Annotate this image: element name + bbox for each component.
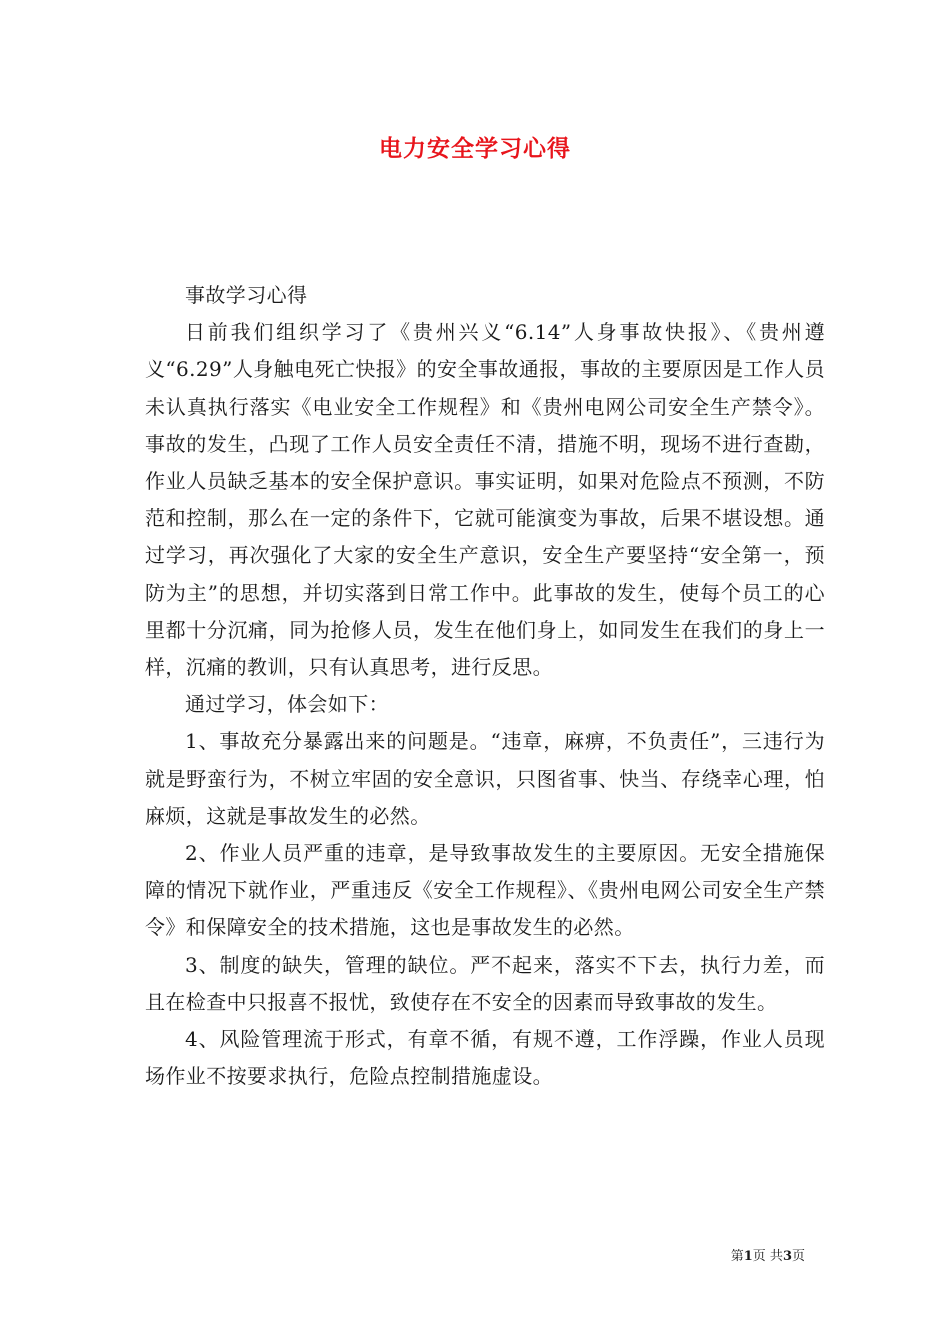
paragraph-subtitle: 事故学习心得 bbox=[185, 283, 308, 307]
paragraph-intro: 日前我们组织学习了《贵州兴义“6.14”人身事故快报》、《贵州遵义“6.29”人身触电死亡快报》的安全事故通报，事故的主要原因是工作人员未认真执行落实《电业安全工作规程》和《贵州电网公司安全生产禁令》。事故的发生，凸现了工作人员安全责任不清，措施不明，现场不进行查勘，作业人员缺乏基本的安全保护意识。事实证明，如果对危险点不预测，不防范和控制，那么在一定的条件下，它就可能演变为事故，后果不堪设想。通过学习，再次强化了大家的安全生产意识，安全生产要坚持“安全第一，预防为主”的思想，并切实落到日常工作中。此事故的发生，使每个员工的心里都十分沉痛，同为抢修人员，发生在他们身上，如同发生在我们的身上一样，沉痛的教训，只有认真思考，进行反思。 bbox=[145, 320, 825, 680]
page-number-middle: 页 共 bbox=[752, 1249, 783, 1264]
document-title: 电力安全学习心得 bbox=[379, 135, 571, 162]
page-number-current: 1 bbox=[743, 1249, 753, 1264]
page-number-total: 3 bbox=[782, 1249, 792, 1264]
paragraph-point-2: 2、作业人员严重的违章，是导致事故发生的主要原因。无安全措施保障的情况下就作业，严重违反《安全工作规程》、《贵州电网公司安全生产禁令》和保障安全的技术措施，这也是事故发生的必然。 bbox=[145, 841, 825, 940]
paragraph-point-3: 3、制度的缺失，管理的缺位。严不起来，落实不下去，执行力差，而且在检查中只报喜不报忧，致使存在不安全的因素而导致事故的发生。 bbox=[145, 952, 825, 1014]
document-body bbox=[145, 277, 825, 1095]
paragraph-summary-heading: 通过学习，体会如下： bbox=[185, 692, 389, 717]
paragraph-point-4: 4、风险管理流于形式，有章不循，有规不遵，工作浮躁，作业人员现场作业不按要求执行，危险点控制措施虚设。 bbox=[145, 1027, 825, 1089]
page-number bbox=[731, 1248, 805, 1266]
page-number-prefix: 第 bbox=[730, 1249, 744, 1264]
paragraph-point-1: 1、事故充分暴露出来的问题是。“违章，麻痹，不负责任”，三违行为就是野蛮行为，不树立牢固的安全意识，只图省事、快当、存绕幸心理，怕麻烦，这就是事故发生的必然。 bbox=[145, 729, 825, 828]
page-number-suffix: 页 bbox=[791, 1249, 805, 1264]
